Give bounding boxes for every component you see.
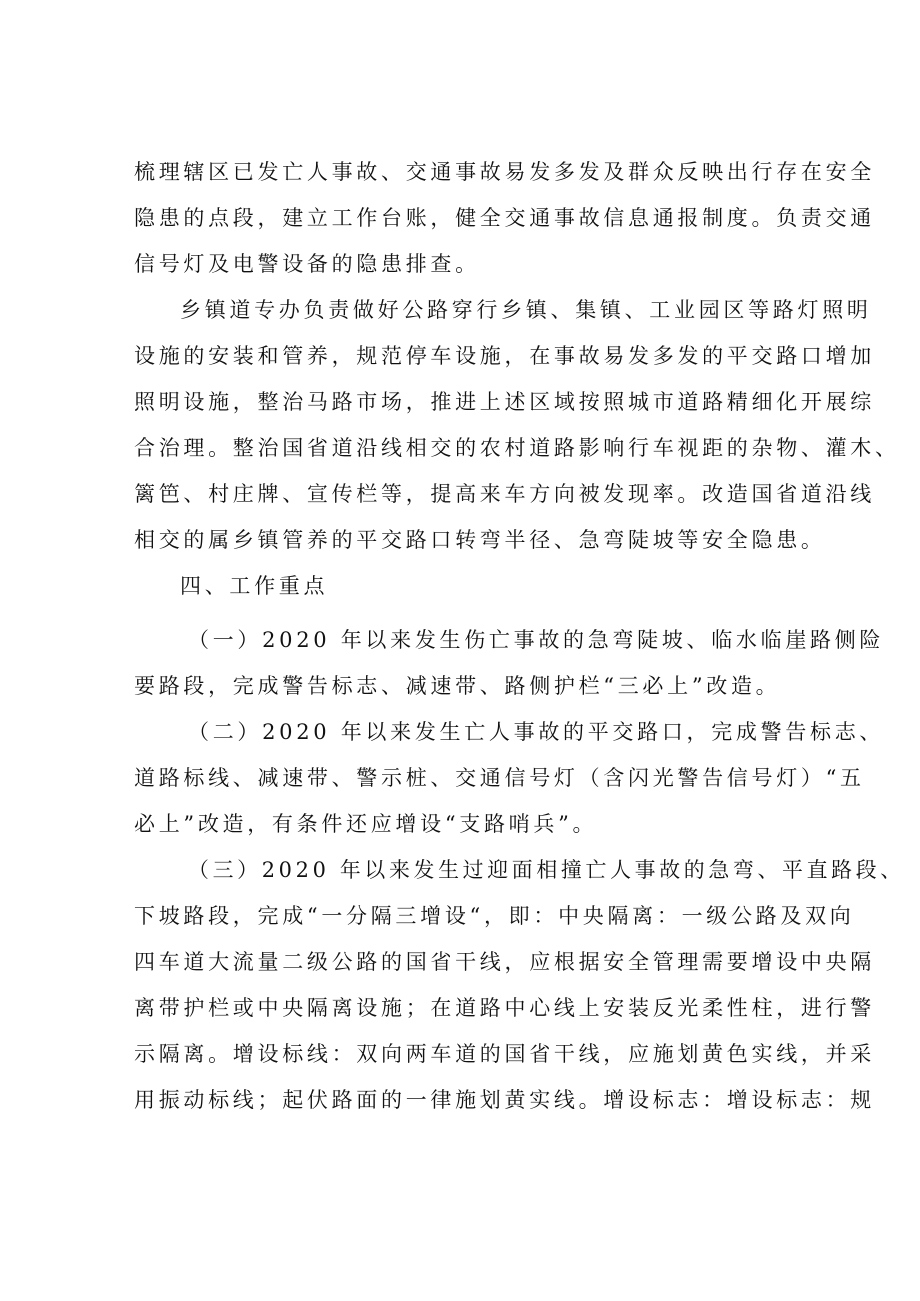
section-heading: 四、工作重点 bbox=[180, 574, 329, 598]
text-line: 相交的属乡镇管养的平交路口转弯半径、急弯陡坡等安全隐患。 bbox=[134, 528, 826, 552]
paragraph-first-line: （一）2020 年以来发生伤亡事故的急弯陡坡、临水临崖路侧险 bbox=[188, 628, 885, 652]
text-line: 必上”改造，有条件还应增设“支路哨兵”。 bbox=[134, 812, 598, 836]
text-line: 四车道大流量二级公路的国省干线，应根据安全管理需要增设中央隔 bbox=[134, 950, 875, 974]
text-line: 设施的安装和管养，规范停车设施，在事故易发多发的平交路口增加 bbox=[134, 344, 875, 368]
paragraph-first-line: 乡镇道专办负责做好公路穿行乡镇、集镇、工业园区等路灯照明 bbox=[180, 298, 872, 322]
text-line: 篱笆、村庄牌、宣传栏等，提高来车方向被发现率。改造国省道沿线 bbox=[134, 482, 875, 506]
text-line: 示隔离。增设标线：双向两车道的国省干线，应施划黄色实线，并采 bbox=[134, 1042, 875, 1066]
text-line: 梳理辖区已发亡人事故、交通事故易发多发及群众反映出行存在安全 bbox=[134, 160, 875, 184]
text-line: 离带护栏或中央隔离设施；在道路中心线上安装反光柔性柱，进行警 bbox=[134, 996, 875, 1020]
paragraph-first-line: （二）2020 年以来发生亡人事故的平交路口，完成警告标志、 bbox=[188, 720, 885, 744]
text-line: 照明设施，整治马路市场，推进上述区域按照城市道路精细化开展综 bbox=[134, 390, 875, 414]
text-line: 要路段，完成警告标志、减速带、路侧护栏“三必上”改造。 bbox=[134, 674, 781, 698]
text-line: 隐患的点段，建立工作台账，健全交通事故信息通报制度。负责交通 bbox=[134, 206, 875, 230]
text-line: 道路标线、减速带、警示桩、交通信号灯（含闪光警告信号灯）“五 bbox=[134, 766, 865, 790]
paragraph-first-line: （三）2020 年以来发生过迎面相撞亡人事故的急弯、平直路段、 bbox=[188, 858, 905, 882]
text-line: 用振动标线；起伏路面的一律施划黄实线。增设标志：增设标志：规 bbox=[134, 1088, 875, 1112]
text-line: 合治理。整治国省道沿线相交的农村道路影响行车视距的杂物、灌木、 bbox=[134, 436, 900, 460]
text-line: 下坡路段，完成“一分隔三增设“，即：中央隔离：一级公路及双向 bbox=[134, 904, 855, 928]
text-line: 信号灯及电警设备的隐患排查。 bbox=[134, 252, 480, 276]
